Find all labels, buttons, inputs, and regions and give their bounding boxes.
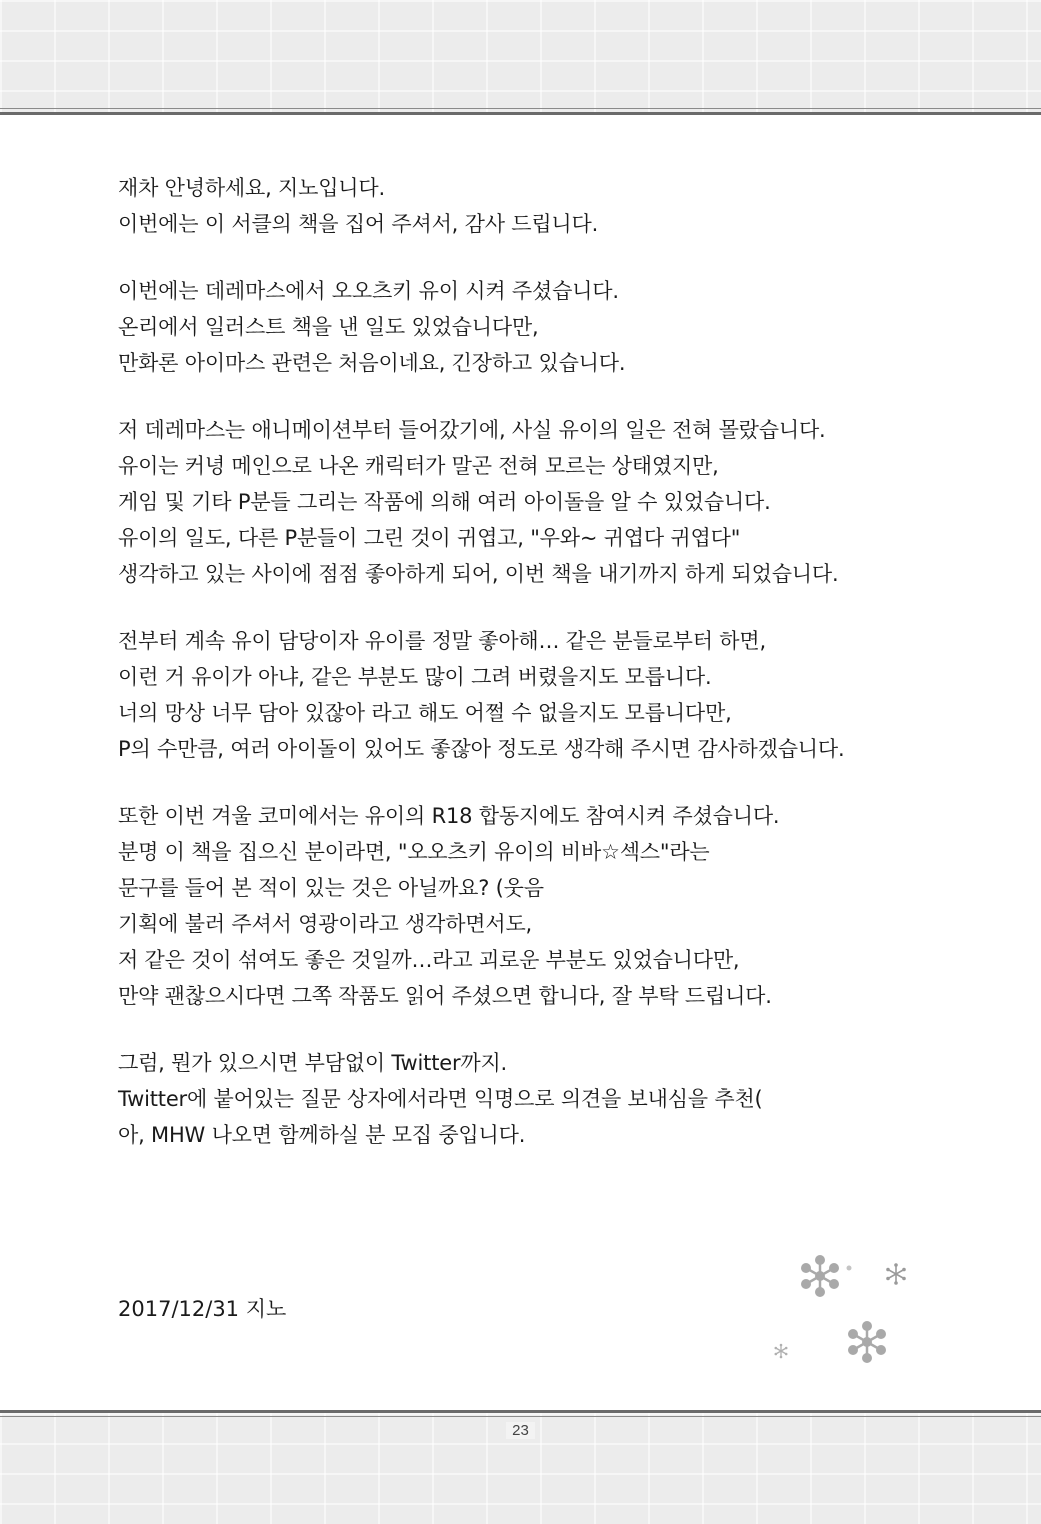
text-line: 온리에서 일러스트 책을 낸 일도 있었습니다만, bbox=[118, 315, 539, 339]
text-line: 또한 이번 겨울 코미에서는 유이의 R18 합동지에도 참여시켜 주셨습니다. bbox=[118, 804, 780, 828]
snowflake-icon bbox=[843, 1318, 891, 1366]
snowflake-icon bbox=[845, 1264, 853, 1272]
text-line: 문구를 들어 본 적이 있는 것은 아닐까요? (웃음 bbox=[118, 876, 544, 900]
text-line: 이번에는 이 서클의 책을 집어 주셔서, 감사 드립니다. bbox=[118, 212, 599, 236]
paragraph-anthology bbox=[118, 798, 918, 1014]
text-line: 분명 이 책을 집으신 분이라면, "오오츠키 유이의 비바☆섹스"라는 bbox=[118, 840, 710, 864]
text-line: 유이의 일도, 다른 P분들이 그린 것이 귀엽고, "우와~ 귀엽다 귀엽다" bbox=[118, 526, 741, 550]
paragraph-apology bbox=[118, 623, 918, 767]
text-line: 너의 망상 너무 담아 있잖아 라고 해도 어쩔 수 없을지도 모릅니다만, bbox=[118, 701, 732, 725]
text-line: 만화론 아이마스 관련은 처음이네요, 긴장하고 있습니다. bbox=[118, 351, 626, 375]
text-line: 기획에 불러 주셔서 영광이라고 생각하면서도, bbox=[118, 912, 533, 936]
text-line: 유이는 커녕 메인으로 나온 캐릭터가 말곤 전혀 모르는 상태였지만, bbox=[118, 454, 719, 478]
text-line: 이번에는 데레마스에서 오오츠키 유이 시켜 주셨습니다. bbox=[118, 279, 619, 303]
text-line: 이런 거 유이가 아냐, 같은 부분도 많이 그려 버렸을지도 모릅니다. bbox=[118, 665, 712, 689]
paragraph-intro bbox=[118, 273, 918, 381]
page-number-label: 23 bbox=[506, 1422, 535, 1439]
paragraph-contact bbox=[118, 1045, 918, 1153]
text-line: 저 같은 것이 섞여도 좋은 것일까…라고 괴로운 부분도 있었습니다만, bbox=[118, 948, 740, 972]
text-line: 게임 및 기타 P분들 그리는 작품에 의해 여러 아이돌을 알 수 있었습니다. bbox=[118, 490, 771, 514]
paragraph-greeting bbox=[118, 170, 918, 242]
snowflake-icon bbox=[796, 1252, 844, 1300]
text-line: 그럼, 뭔가 있으시면 부담없이 Twitter까지. bbox=[118, 1051, 508, 1075]
text-line: Twitter에 붙어있는 질문 상자에서라면 익명으로 의견을 보내심을 추천( bbox=[118, 1087, 763, 1111]
snowflake-icon bbox=[772, 1342, 790, 1360]
text-line: P의 수만큼, 여러 아이돌이 있어도 좋잖아 정도로 생각해 주시면 감사하겠습니다. bbox=[118, 737, 845, 761]
snowflake-icon bbox=[884, 1262, 908, 1286]
paragraph-background bbox=[118, 412, 918, 592]
afterword-text bbox=[118, 170, 918, 1184]
signature-date: 2017/12/31 지노 bbox=[118, 1297, 287, 1321]
text-line: 생각하고 있는 사이에 점점 좋아하게 되어, 이번 책을 내기까지 하게 되었습니다. bbox=[118, 562, 839, 586]
top-pattern-band bbox=[0, 0, 1041, 115]
page-number bbox=[0, 1422, 1041, 1439]
text-line: 재차 안녕하세요, 지노입니다. bbox=[118, 176, 385, 200]
text-line: 아, MHW 나오면 함께하실 분 모집 중입니다. bbox=[118, 1123, 526, 1147]
text-line: 전부터 계속 유이 담당이자 유이를 정말 좋아해… 같은 분들로부터 하면, bbox=[118, 629, 766, 653]
text-line: 만약 괜찮으시다면 그쪽 작품도 읽어 주셨으면 합니다, 잘 부탁 드립니다. bbox=[118, 984, 772, 1008]
text-line: 저 데레마스는 애니메이션부터 들어갔기에, 사실 유이의 일은 전혀 몰랐습니다. bbox=[118, 418, 826, 442]
